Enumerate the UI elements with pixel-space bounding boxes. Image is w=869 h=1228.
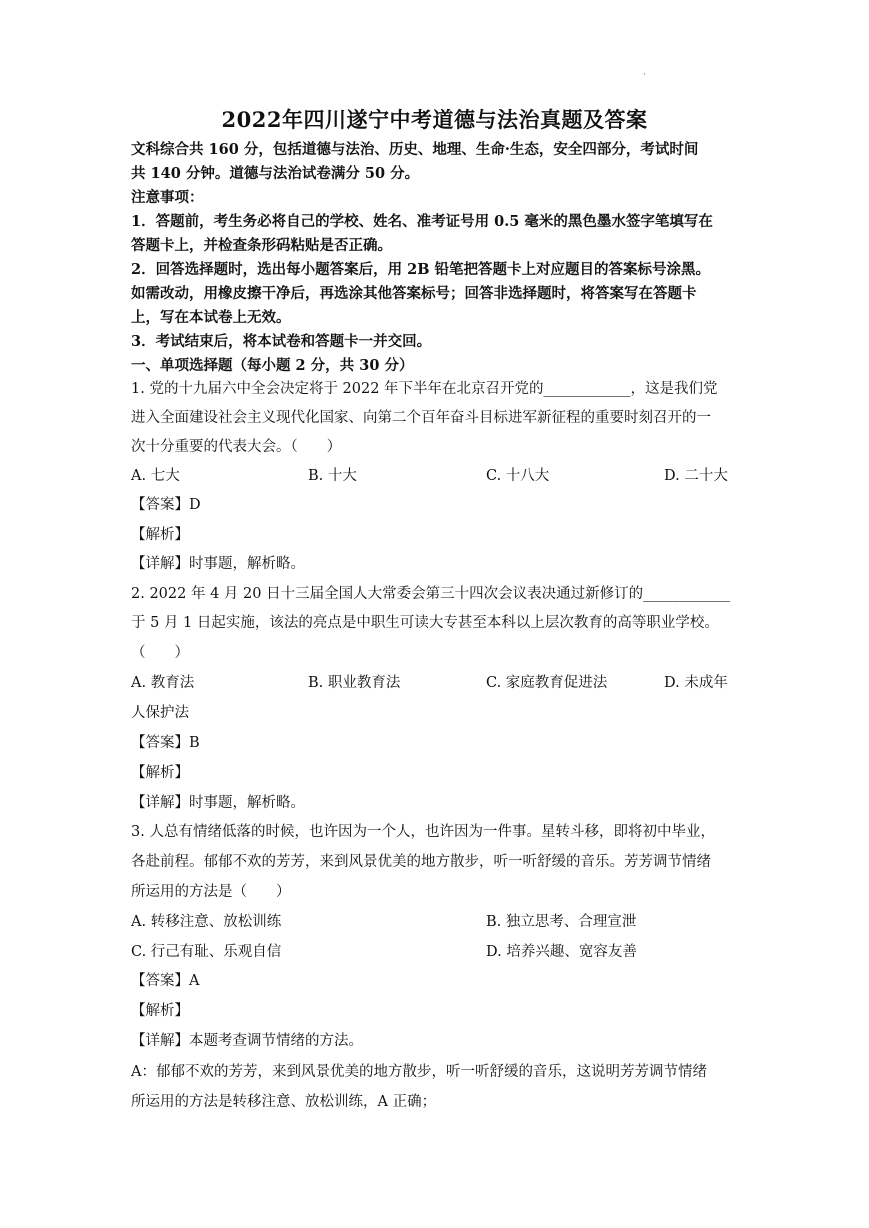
q2-answer: 【答案】B: [131, 735, 200, 751]
q1-option-c: C. 十八大: [486, 468, 550, 484]
page-title: 2022年四川遂宁中考道德与法治真题及答案: [221, 107, 648, 132]
intro-line: 3．考试结束后，将本试卷和答题卡一并交回。: [131, 333, 432, 350]
intro-line: 共 140 分钟。道德与法治试卷满分 50 分。: [131, 165, 420, 182]
q1-analysis: 【解析】: [131, 527, 189, 543]
q3-option-b: B. 独立思考、合理宣泄: [486, 914, 637, 930]
q1-option-d: D. 二十大: [664, 468, 728, 484]
q3-option-d: D. 培养兴趣、宽容友善: [486, 944, 637, 960]
page-dot: ·: [643, 70, 646, 80]
intro-line: 如需改动，用橡皮擦干净后，再选涂其他答案标号；回答非选择题时，将答案写在答题卡: [131, 285, 697, 302]
q2-option-d-wrap: 人保护法: [131, 705, 189, 721]
intro-line: 上，写在本试卷上无效。: [131, 309, 291, 326]
q3-analysis: 【解析】: [131, 1003, 189, 1019]
q2-detail: 【详解】时事题，解析略。: [131, 795, 305, 811]
section-heading: 一、单项选择题（每小题 2 分，共 30 分）: [131, 357, 414, 374]
q3-answer: 【答案】A: [131, 973, 200, 989]
q2-option-a: A. 教育法: [131, 675, 195, 691]
q1-detail: 【详解】时事题，解析略。: [131, 556, 305, 572]
intro-line: 答题卡上，并检查条形码粘贴是否正确。: [131, 237, 392, 254]
question-1-stem: 次十分重要的代表大会。（ ）: [131, 439, 342, 455]
q2-analysis: 【解析】: [131, 765, 189, 781]
q3-detail: 【详解】本题考查调节情绪的方法。: [131, 1033, 363, 1049]
question-2-stem: （ ）: [131, 645, 189, 661]
intro-line: 文科综合共 160 分，包括道德与法治、历史、地理、生命·生态，安全四部分，考试时间: [131, 141, 699, 158]
q2-option-d: D. 未成年: [664, 675, 728, 691]
q1-option-b: B. 十大: [308, 468, 357, 484]
q2-option-c: C. 家庭教育促进法: [486, 675, 608, 691]
question-1-stem: 进入全面建设社会主义现代化国家、向第二个百年奋斗目标进军新征程的重要时刻召开的一: [131, 410, 711, 426]
q3-explanation: 所运用的方法是转移注意、放松训练，A 正确；: [131, 1094, 437, 1110]
q2-option-b: B. 职业教育法: [308, 675, 401, 691]
q1-option-a: A. 七大: [131, 468, 180, 484]
question-3-stem: 各赴前程。郁郁不欢的芳芳，来到风景优美的地方散步，听一听舒缓的音乐。芳芳调节情绪: [131, 854, 711, 870]
question-3-stem: 3. 人总有情绪低落的时候，也许因为一个人，也许因为一件事。星转斗移，即将初中毕业，: [131, 824, 715, 840]
question-3-stem: 所运用的方法是（ ）: [131, 884, 291, 900]
notes-heading: 注意事项：: [131, 189, 204, 206]
intro-line: 2．回答选择题时，选出每小题答案后，用 2B 铅笔把答题卡上对应题目的答案标号涂黑。: [131, 261, 711, 278]
question-2-stem: 于 5 月 1 日起实施，该法的亮点是中职生可读大专甚至本科以上层次教育的高等职业学校。: [131, 615, 719, 631]
q1-answer: 【答案】D: [131, 497, 201, 513]
question-1-stem: 1. 党的十九届六中全会决定将于 2022 年下半年在北京召开党的____________，这是我们党: [131, 381, 718, 397]
question-2-stem: 2. 2022 年 4 月 20 日十三届全国人大常委会第三十四次会议表决通过新修订的____________: [131, 586, 731, 602]
intro-line: 1．答题前，考生务必将自己的学校、姓名、准考证号用 0.5 毫米的黑色墨水签字笔填写在: [131, 213, 713, 230]
q3-explanation: A：郁郁不欢的芳芳，来到风景优美的地方散步，听一听舒缓的音乐，这说明芳芳调节情绪: [131, 1064, 707, 1080]
q3-option-c: C. 行己有耻、乐观自信: [131, 944, 282, 960]
q3-option-a: A. 转移注意、放松训练: [131, 914, 282, 930]
